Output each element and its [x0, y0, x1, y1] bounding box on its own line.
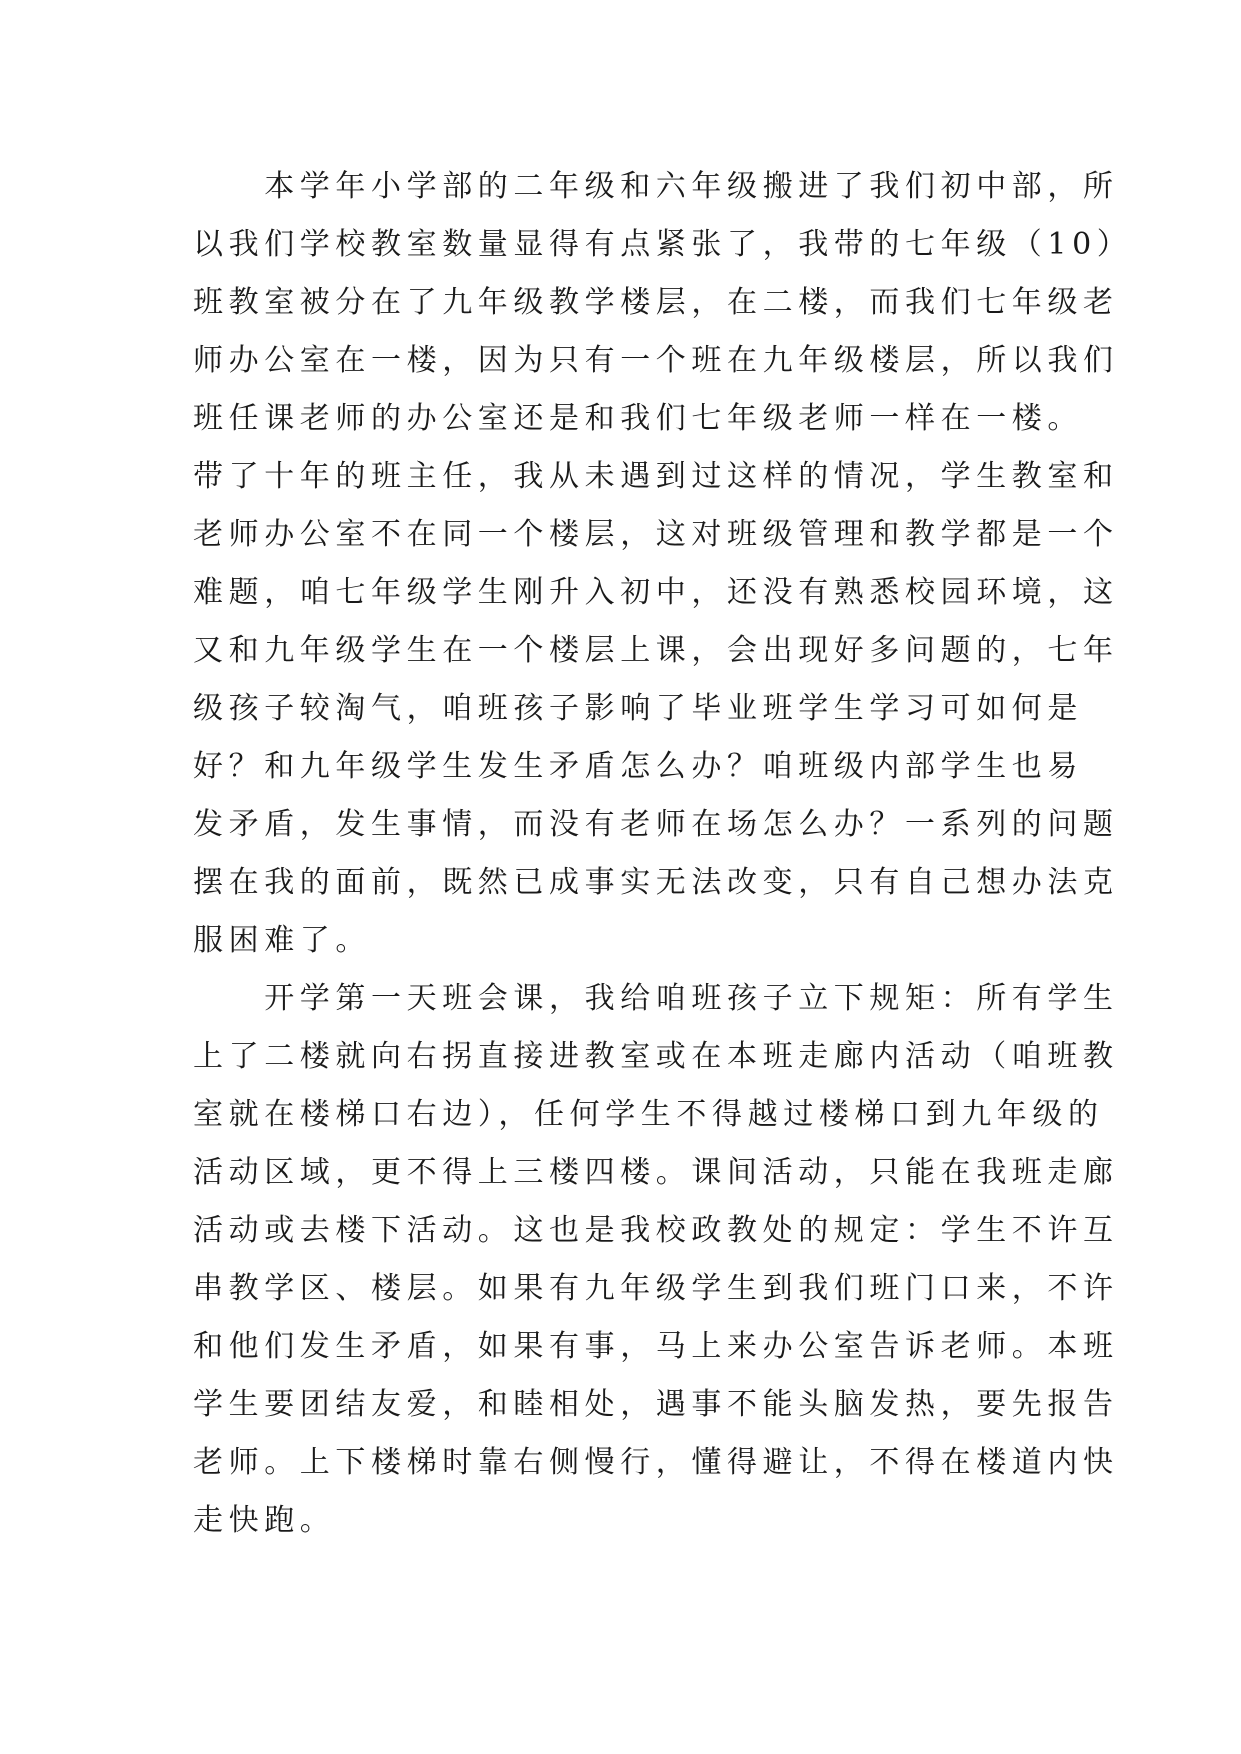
- text-line: 老师办公室不在同一个楼层，这对班级管理和教学都是一个: [193, 517, 1119, 552]
- text-line: 和他们发生矛盾，如果有事，马上来办公室告诉老师。本班: [193, 1329, 1119, 1364]
- text-line: 又和九年级学生在一个楼层上课，会出现好多问题的，七年: [193, 633, 1119, 668]
- text-line: 走快跑。: [193, 1503, 336, 1538]
- text-line: 活动区域，更不得上三楼四楼。课间活动，只能在我班走廊: [193, 1155, 1119, 1190]
- text-line: 本学年小学部的二年级和六年级搬进了我们初中部，所: [193, 169, 1119, 204]
- text-line: 开学第一天班会课，我给咱班孩子立下规矩：所有学生: [193, 981, 1119, 1016]
- text-line: 室就在楼梯口右边），任何学生不得越过楼梯口到九年级的: [193, 1097, 1104, 1132]
- text-line: 服困难了。: [193, 923, 371, 958]
- text-line: 学生要团结友爱，和睦相处，遇事不能头脑发热，要先报告: [193, 1387, 1119, 1422]
- text-line: 串教学区、楼层。如果有九年级学生到我们班门口来，不许: [193, 1271, 1119, 1306]
- text-line: 师办公室在一楼，因为只有一个班在九年级楼层，所以我们: [193, 343, 1119, 378]
- text-line: 老师。上下楼梯时靠右侧慢行，懂得避让，不得在楼道内快: [193, 1445, 1119, 1480]
- text-line: 难题，咱七年级学生刚升入初中，还没有熟悉校园环境，这: [193, 575, 1119, 610]
- text-line: 摆在我的面前，既然已成事实无法改变，只有自己想办法克: [193, 865, 1119, 900]
- text-line: 以我们学校教室数量显得有点紧张了，我带的七年级（10）: [193, 227, 1133, 262]
- text-line: 上了二楼就向右拐直接进教室或在本班走廊内活动（咱班教: [193, 1039, 1119, 1074]
- text-line: 发矛盾，发生事情，而没有老师在场怎么办？一系列的问题: [193, 807, 1119, 842]
- text-line: 级孩子较淘气，咱班孩子影响了毕业班学生学习可如何是: [193, 691, 1083, 726]
- text-line: 好？和九年级学生发生矛盾怎么办？咱班级内部学生也易: [193, 749, 1083, 784]
- text-line: 班教室被分在了九年级教学楼层，在二楼，而我们七年级老: [193, 285, 1119, 320]
- text-line: 带了十年的班主任，我从未遇到过这样的情况，学生教室和: [193, 459, 1119, 494]
- text-line: 活动或去楼下活动。这也是我校政教处的规定：学生不许互: [193, 1213, 1119, 1248]
- text-line: 班任课老师的办公室还是和我们七年级老师一样在一楼。: [193, 401, 1083, 436]
- body-text: [193, 158, 1133, 1550]
